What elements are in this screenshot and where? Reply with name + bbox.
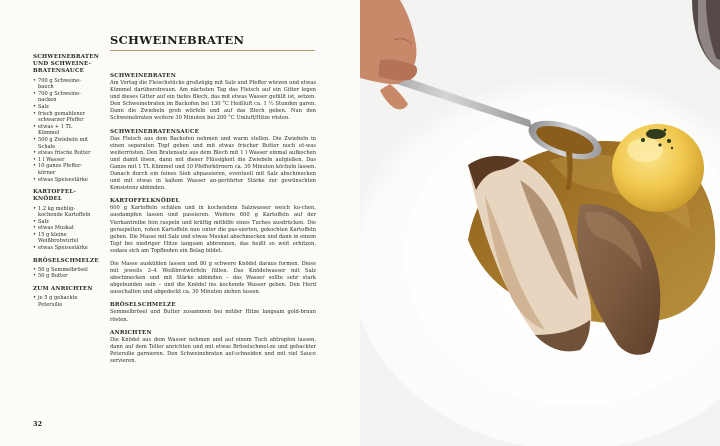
ingredient-list	[33, 267, 95, 280]
ingredient-list	[33, 78, 95, 184]
instruction-text: 600 g Kartoffeln schälen und in kochendem Salzwasser weich ko-chen, ausdampfen lassen und passieren. Weitere 600 g Kartoffeln auf der Vierkantreibe fein raspeln und kräftig mithilfe eines Tuches ausdrücken. Die geraspelten, rohen Kartoffeln nun unter die pas-sierten, gekochten Kartoffeln geben. Die Masse mit Salz und etwas Muskat abschmecken und dann in einem Topf bei niedriger Hitze langsam abbrennen, das heißt so weit erhitzen, sodass sich am Topfboden ein Belag bildet.	[110, 205, 316, 254]
ingredient-group-heading: KARTOFFEL-KNÖDEL	[33, 189, 77, 203]
ingredient-item: • etwas + 1 TL Kümmel	[33, 124, 95, 137]
instruction-text: Semmelbrösel und Butter zusammen bei milder Hitze langsam gold-braun rösten.	[110, 309, 316, 323]
ingredient-group-heading: ZUM ANRICHTEN	[33, 286, 93, 293]
ingredient-item: • Salz	[33, 104, 95, 111]
instruction-text: Das Fleisch aus dem Backofen nehmen und warm stellen. Die Zwiebeln in einen separaten Topf geben und mit etwas frischer Butter noch et-was weiterrösten. Den Bratensatz aus dem Blech mit 1 l Wasser einmal aufkochen und damit lösen, dann mit dieser Flüssigkeit die Zwiebeln aufgießen. Das Ganze mit 1 TL Kümmel und 10 Pfefferkörnern ca. 30 Minuten köcheln lassen. Danach durch ein feines Sieb abpassieren, eventuell mit Salz abschmecken und mit etwas in kaltem Wasser an-gerührter Stärke zur gewünschten Konsistenz abbinden.	[110, 135, 316, 192]
ingredient-item: • Salz	[33, 219, 95, 226]
ingredient-item: • frisch gemahlener schwarzer Pfeffer	[33, 111, 95, 124]
ingredient-item: • 50 g Butter	[33, 273, 95, 280]
title-rule	[110, 50, 315, 51]
page-number: 32	[33, 420, 43, 428]
ingredient-list	[33, 295, 95, 308]
ingredient-group-broeselschmelze	[33, 257, 99, 280]
ingredient-item: • etwas Speisestärke	[33, 245, 95, 252]
ingredient-item: • etwas frische Butter	[33, 150, 95, 157]
ingredient-item: • 1,2 kg mehlig-kochende Kartoffeln	[33, 206, 95, 219]
ingredient-item: • 1 l Wasser	[33, 157, 95, 164]
ingredient-item: • 50 g Semmelbrösel	[33, 267, 95, 274]
ingredient-item: • 15 g kleine Weißbrotwürfel	[33, 232, 95, 245]
ingredient-item: • 500 g Zwiebeln mit Schale	[33, 137, 95, 150]
ingredient-group-heading: SCHWEINEBRATEN UND SCHWEINE-BRATENSAUCE	[33, 54, 100, 75]
ingredient-item: • etwas Speisestärke	[33, 177, 95, 184]
instruction-heading: SCHWEINEBRATENSAUCE	[110, 128, 200, 135]
right-page	[360, 0, 720, 446]
instruction-text: Die Masse auskühlen lassen und 80 g schwere Knödel daraus formen. Diese mit jeweils 3–4 Weißbrotwürfeln füllen. Das Knödelwasser mit Salz abschmecken und mit Stärke abbinden – das Wasser sollte sehr stark abgebunden sein – und die Knödel ins kochende Wasser geben. Den Herd ausschalten und abgedeckt ca. 30 Minuten ziehen lassen.	[110, 260, 316, 296]
ingredient-list	[33, 206, 95, 252]
instruction-section	[110, 261, 316, 296]
ingredients-sidebar	[33, 54, 100, 314]
instruction-heading: ANRICHTEN	[110, 329, 152, 336]
instruction-section	[110, 198, 316, 255]
page-title: SCHWEINEBRATEN	[110, 33, 245, 47]
instruction-section	[110, 302, 316, 323]
ingredient-item: • 700 g Schweine-bauch	[33, 78, 95, 91]
instruction-heading: KARTOFFELKNÖDEL	[110, 198, 180, 205]
instruction-text: Am Vortag die Fleischstücke großzügig mit Salz und Pfeffer würzen und etwas Kümmel darüberstreuen. Am nächsten Tag das Fleisch auf ein Gitter legen und dieses Gitter auf ein tiefes Blech, das mit etwas Wasser gefüllt ist, setzen. Den Schweinebraten im Backofen bei 130 °C Heißluft ca. 1 ½ Stunden garen. Dann die Zwiebeln grob würfeln und auf das Blech geben. Nun den Schweinebraten weitere 30 Minuten bei 200 °C Umluft/Hitze rösten.	[110, 80, 316, 122]
recipe-instructions	[110, 73, 316, 371]
ingredient-group-anrichten	[33, 286, 95, 308]
ingredient-group-schweinebraten	[33, 54, 100, 183]
food-photo	[360, 0, 720, 446]
instruction-section	[110, 129, 316, 193]
instruction-heading: BRÖSELSCHMELZE	[110, 302, 176, 309]
instruction-section	[110, 330, 316, 365]
ingredient-item: • 10 ganze Pfeffer-körner	[33, 163, 95, 176]
ingredient-item: • etwas Muskat	[33, 225, 95, 232]
instruction-text: Die Knödel aus dem Wasser nehmen und auf einem Tuch abtropfen lassen, dann auf dem Teller anrichten und mit etwas Bröselschmel-ze und gehackter Petersilie garnieren. Den Schweinebraten auf-schneiden und mit viel Sauce servieren.	[110, 336, 316, 364]
instruction-section	[110, 73, 316, 123]
ingredient-item: • je 5 g gehackte Petersilie	[33, 295, 95, 308]
ingredient-group-heading: BRÖSELSCHMELZE	[33, 257, 99, 264]
instruction-heading: SCHWEINEBRATEN	[110, 73, 177, 79]
ingredient-item: • 700 g Schweine-nacken	[33, 91, 95, 104]
ingredient-group-kartoffelknoedel	[33, 189, 95, 252]
